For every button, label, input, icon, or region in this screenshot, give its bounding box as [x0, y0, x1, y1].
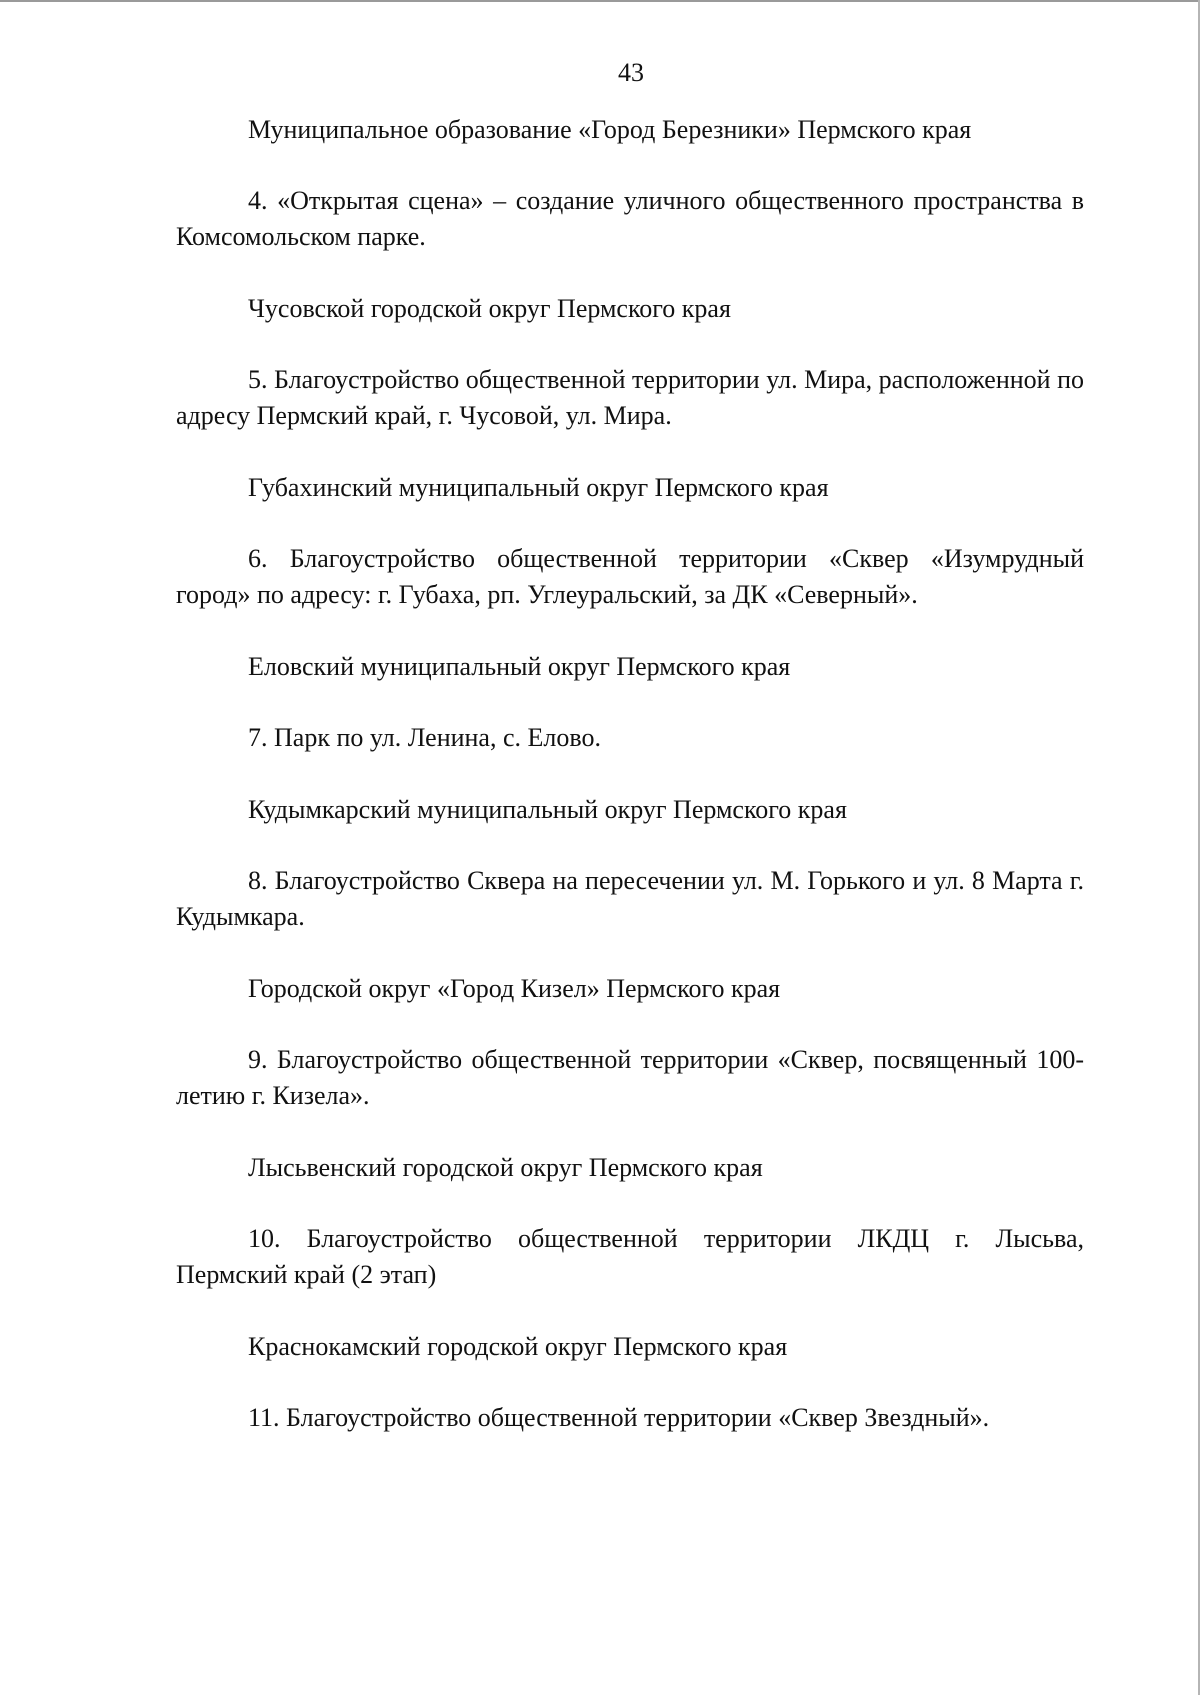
list-item-6: 6. Благоустройство общественной территории «Сквер «Изумрудный город» по адресу: г. Губаха, рп. Углеуральский, за ДК «Северный».	[176, 544, 1084, 609]
list-item-5: 5. Благоустройство общественной территории ул. Мира, расположенной по адресу Пермский край, г. Чусовой, ул. Мира.	[176, 365, 1084, 430]
section-heading-krasnokamsk: Краснокамский городской округ Пермского края	[248, 1332, 788, 1361]
document-body	[176, 112, 1084, 1436]
section-heading-gubakha: Губахинский муниципальный округ Пермского края	[248, 473, 829, 502]
page-number: 43	[618, 58, 644, 87]
list-item-11: 11. Благоустройство общественной территории «Сквер Звездный».	[248, 1403, 990, 1432]
section-heading-chusovoy: Чусовской городской округ Пермского края	[248, 294, 731, 323]
section-heading-kudymkar: Кудымкарский муниципальный округ Пермского края	[248, 795, 847, 824]
list-item-10: 10. Благоустройство общественной территории ЛКДЦ г. Лысьва, Пермский край (2 этап)	[176, 1224, 1084, 1289]
section-heading-kizel: Городской округ «Город Кизел» Пермского края	[248, 974, 781, 1003]
list-item-7: 7. Парк по ул. Ленина, с. Елово.	[248, 723, 601, 752]
section-heading-berezniki: Муниципальное образование «Город Березники» Пермского края	[248, 115, 972, 144]
section-heading-elovo: Еловский муниципальный округ Пермского края	[248, 652, 791, 681]
list-item-9: 9. Благоустройство общественной территории «Сквер, посвященный 100-летию г. Кизела».	[176, 1045, 1084, 1110]
section-heading-lysva: Лысьвенский городской округ Пермского края	[248, 1153, 763, 1182]
list-item-8: 8. Благоустройство Сквера на пересечении ул. М. Горького и ул. 8 Марта г. Кудымкара.	[176, 866, 1084, 931]
scan-edge-top	[0, 0, 1200, 2]
list-item-4: 4. «Открытая сцена» – создание уличного общественного пространства в Комсомольском парке.	[176, 186, 1084, 251]
